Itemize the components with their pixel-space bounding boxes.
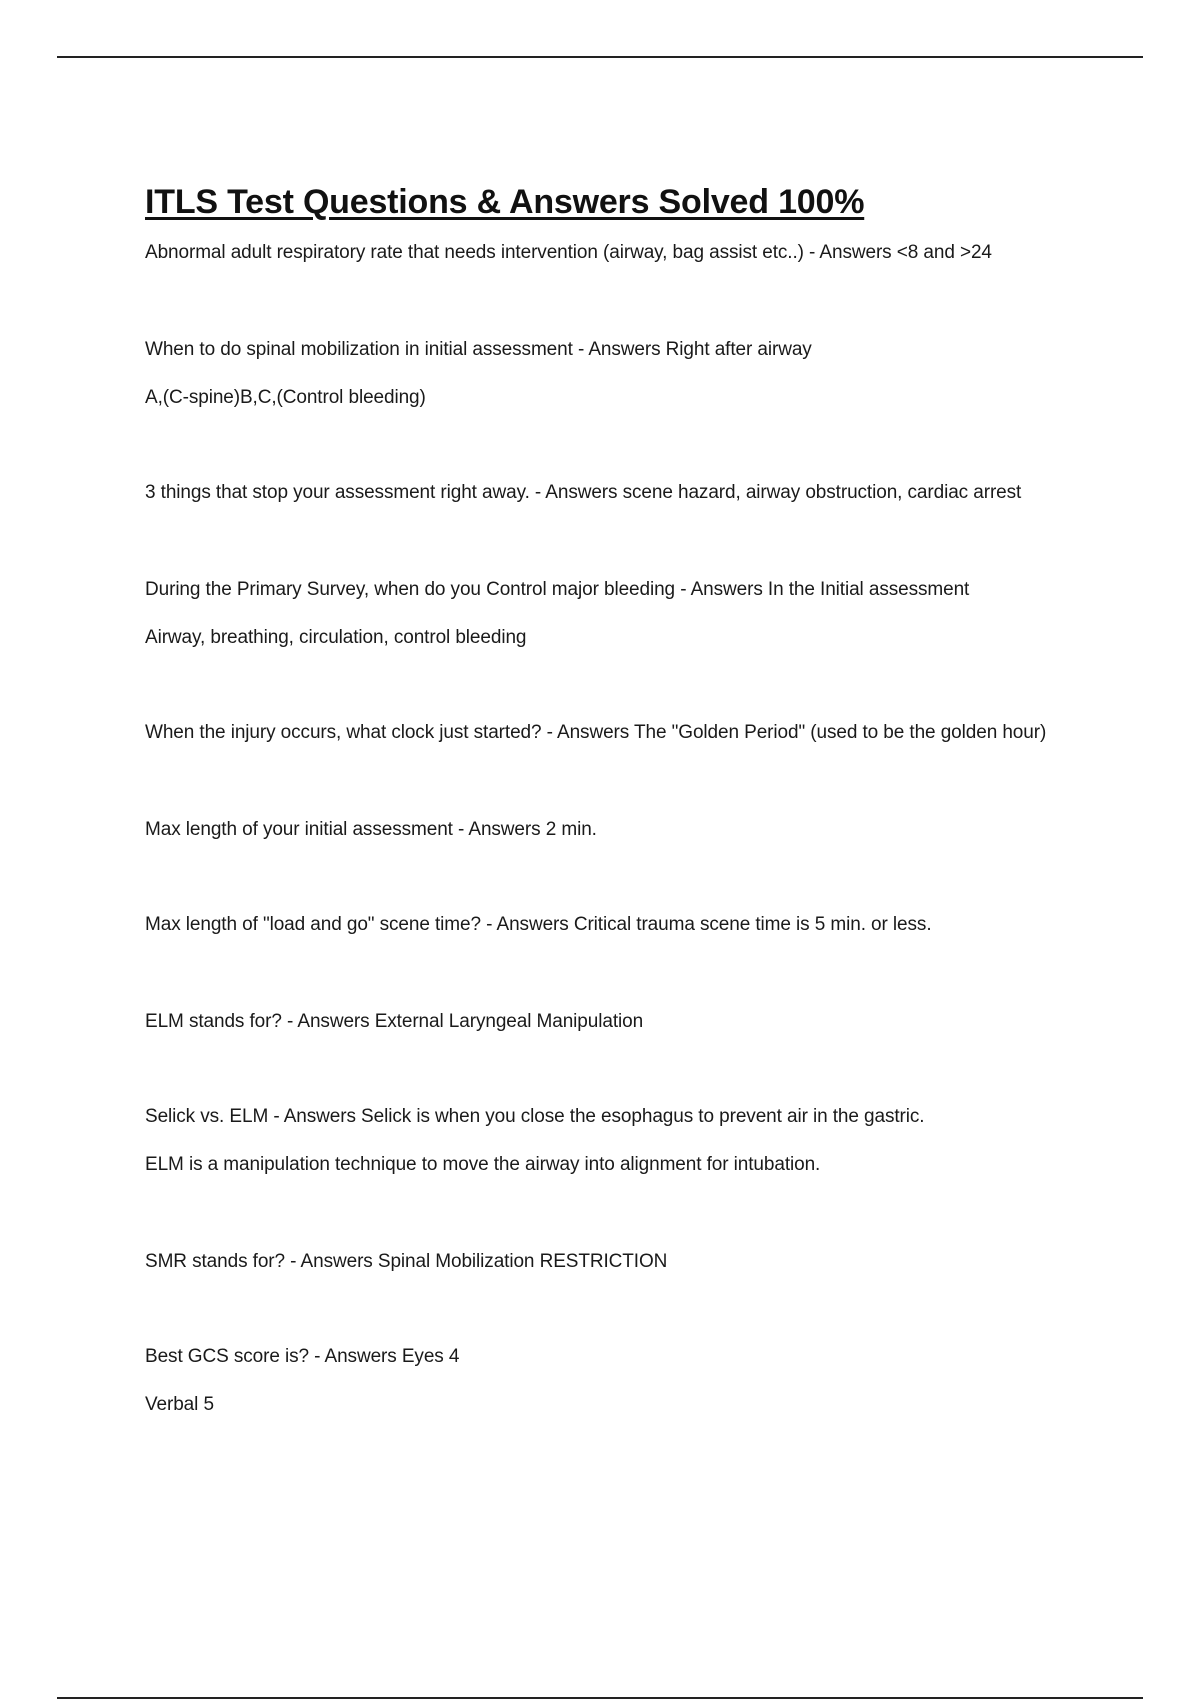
qa-line: When to do spinal mobilization in initial assessment - Answers Right after airway bbox=[145, 339, 812, 360]
qa-line: A,(C-spine)B,C,(Control bleeding) bbox=[145, 387, 426, 408]
qa-item bbox=[145, 1008, 1090, 1036]
qa-item bbox=[145, 576, 1090, 652]
qa-item bbox=[145, 911, 1090, 939]
qa-item bbox=[145, 1248, 1090, 1276]
qa-line: Abnormal adult respiratory rate that needs intervention (airway, bag assist etc..) - Answers <8 and >24 bbox=[145, 242, 992, 263]
document-body bbox=[145, 176, 1090, 1419]
document-title: ITLS Test Questions & Answers Solved 100% bbox=[145, 183, 865, 221]
qa-line: Verbal 5 bbox=[145, 1394, 214, 1415]
qa-line: 3 things that stop your assessment right away. - Answers scene hazard, airway obstruction, cardiac arrest bbox=[145, 482, 1022, 503]
header-rule bbox=[57, 56, 1143, 58]
qa-item bbox=[145, 1343, 1090, 1419]
qa-line: Max length of your initial assessment - Answers 2 min. bbox=[145, 819, 597, 840]
qa-line: During the Primary Survey, when do you Control major bleeding - Answers In the Initial assessment bbox=[145, 579, 970, 600]
qa-line: ELM is a manipulation technique to move the airway into alignment for intubation. bbox=[145, 1154, 821, 1175]
qa-item bbox=[145, 336, 1090, 412]
qa-line: Selick vs. ELM - Answers Selick is when you close the esophagus to prevent air in the gastric. bbox=[145, 1106, 925, 1127]
qa-line: Max length of "load and go" scene time? - Answers Critical trauma scene time is 5 min. or less. bbox=[145, 914, 932, 935]
qa-line: SMR stands for? - Answers Spinal Mobilization RESTRICTION bbox=[145, 1251, 668, 1272]
qa-item bbox=[145, 239, 1090, 267]
footer-rule bbox=[57, 1697, 1143, 1699]
qa-item bbox=[145, 1103, 1090, 1179]
qa-item bbox=[145, 816, 1090, 844]
qa-item bbox=[145, 719, 1090, 747]
qa-line: Airway, breathing, circulation, control bleeding bbox=[145, 627, 527, 648]
qa-item bbox=[145, 479, 1090, 507]
qa-line: Best GCS score is? - Answers Eyes 4 bbox=[145, 1346, 460, 1367]
qa-line: When the injury occurs, what clock just started? - Answers The "Golden Period" (used to be the golden hour) bbox=[145, 722, 1047, 743]
qa-line: ELM stands for? - Answers External Laryngeal Manipulation bbox=[145, 1011, 644, 1032]
